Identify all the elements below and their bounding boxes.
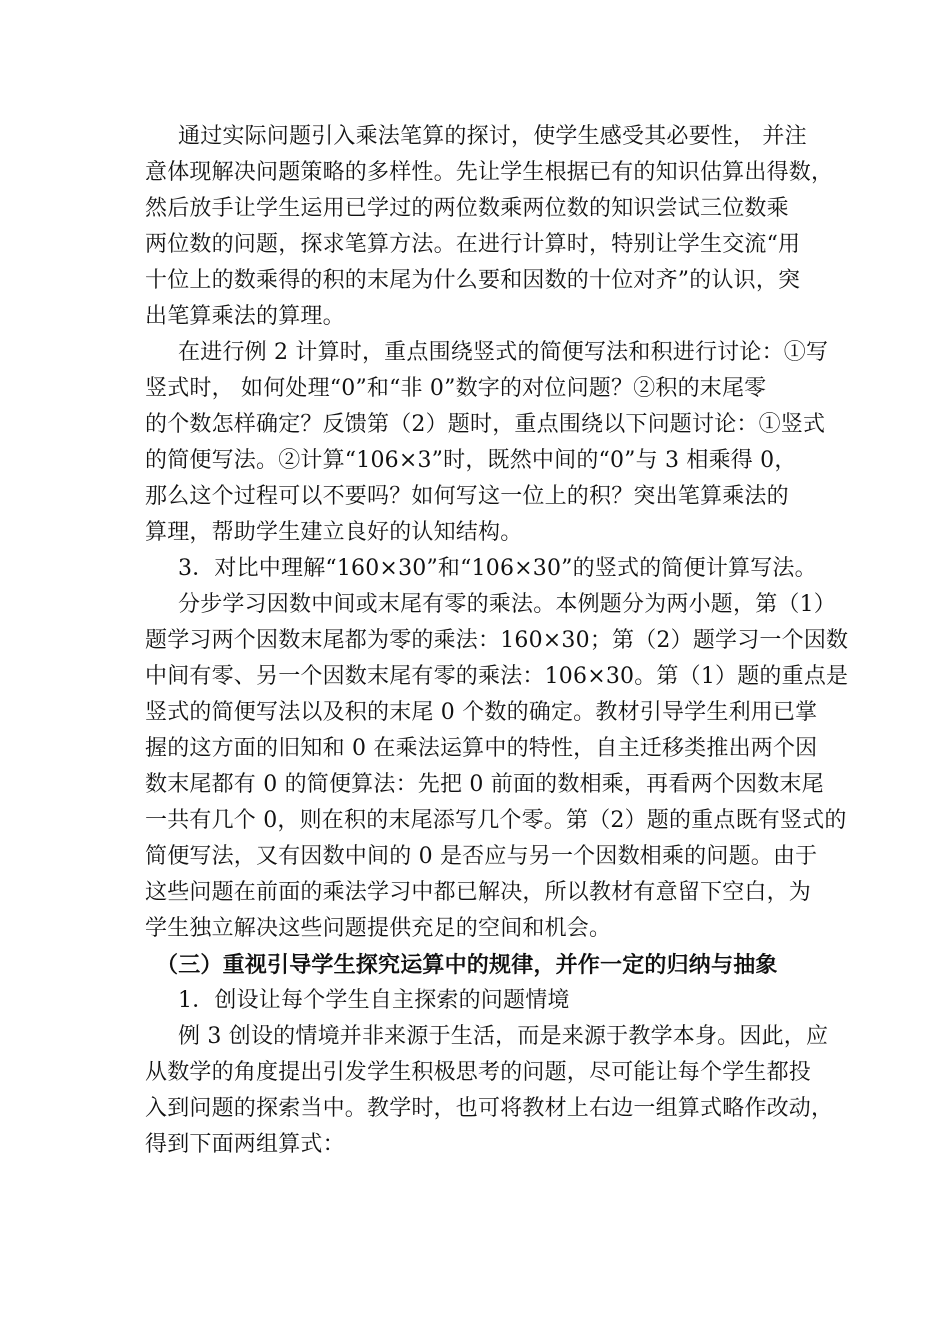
text-line-14: 分步学习因数中间或末尾有零的乘法。本例题分为两小题，第（1） [178, 592, 836, 617]
text-line-11: 那么这个过程可以不要吗？如何写这一位上的积？突出笔算乘法的 [145, 484, 789, 509]
text-line-23: 学生独立解决这些问题提供充足的空间和机会。 [145, 916, 612, 941]
text-line-20: 一共有几个 0，则在积的末尾添写几个零。第（2）题的重点既有竖式的 [145, 808, 847, 833]
section-heading: （三）重视引导学生探究运算中的规律，并作一定的归纳与抽象 [156, 952, 778, 978]
text-line-15: 题学习两个因数末尾都为零的乘法：160×30；第（2）题学习一个因数 [145, 628, 849, 653]
text-line-25: 1．创设让每个学生自主探索的问题情境 [178, 988, 570, 1013]
text-line-3: 然后放手让学生运用已学过的两位数乘两位数的知识尝试三位数乘 [145, 196, 789, 221]
text-line-4: 两位数的问题，探求笔算方法。在进行计算时，特别让学生交流“用 [145, 232, 801, 257]
text-line-21: 简便写法，又有因数中间的 0 是否应与另一个因数相乘的问题。由于 [145, 844, 818, 869]
text-line-7: 在进行例 2 计算时，重点围绕竖式的简便写法和积进行讨论：①写 [178, 340, 829, 365]
text-line-1: 通过实际问题引入乘法笔算的探讨，使学生感受其必要性， 并注 [178, 124, 807, 149]
text-line-19: 数末尾都有 0 的简便算法：先把 0 前面的数相乘，再看两个因数末尾 [145, 772, 824, 797]
text-line-12: 算理，帮助学生建立良好的认知结构。 [145, 520, 523, 545]
text-line-22: 这些问题在前面的乘法学习中都已解决，所以教材有意留下空白，为 [145, 880, 812, 905]
text-line-17: 竖式的简便写法以及积的末尾 0 个数的确定。教材引导学生利用已掌 [145, 700, 818, 725]
text-line-8: 竖式时， 如何处理“0”和“非 0”数字的对位问题？②积的末尾零 [145, 376, 767, 401]
text-line-26: 例 3 创设的情境并非来源于生活，而是来源于教学本身。因此，应 [178, 1024, 829, 1049]
text-line-13: 3．对比中理解“160×30”和“106×30”的竖式的简便计算写法。 [178, 556, 817, 581]
text-line-28: 入到问题的探索当中。教学时，也可将教材上右边一组算式略作改动， [145, 1096, 834, 1121]
text-line-18: 握的这方面的旧知和 0 在乘法运算中的特性，自主迁移类推出两个因 [145, 736, 818, 761]
text-line-6: 出笔算乘法的算理。 [145, 304, 345, 329]
text-line-16: 中间有零、另一个因数末尾有零的乘法：106×30。第（1）题的重点是 [145, 664, 849, 689]
text-line-27: 从数学的角度提出引发学生积极思考的问题，尽可能让每个学生都投 [145, 1060, 812, 1085]
text-line-29: 得到下面两组算式： [145, 1132, 345, 1157]
text-line-5: 十位上的数乘得的积的末尾为什么要和因数的十位对齐”的认识，突 [145, 268, 801, 293]
text-line-9: 的个数怎样确定？反馈第（2）题时，重点围绕以下问题讨论：①竖式 [145, 412, 826, 437]
text-line-2: 意体现解决问题策略的多样性。先让学生根据已有的知识估算出得数， [145, 160, 834, 185]
text-line-10: 的简便写法。②计算“106×3”时，既然中间的“0”与 3 相乘得 0， [145, 448, 797, 473]
